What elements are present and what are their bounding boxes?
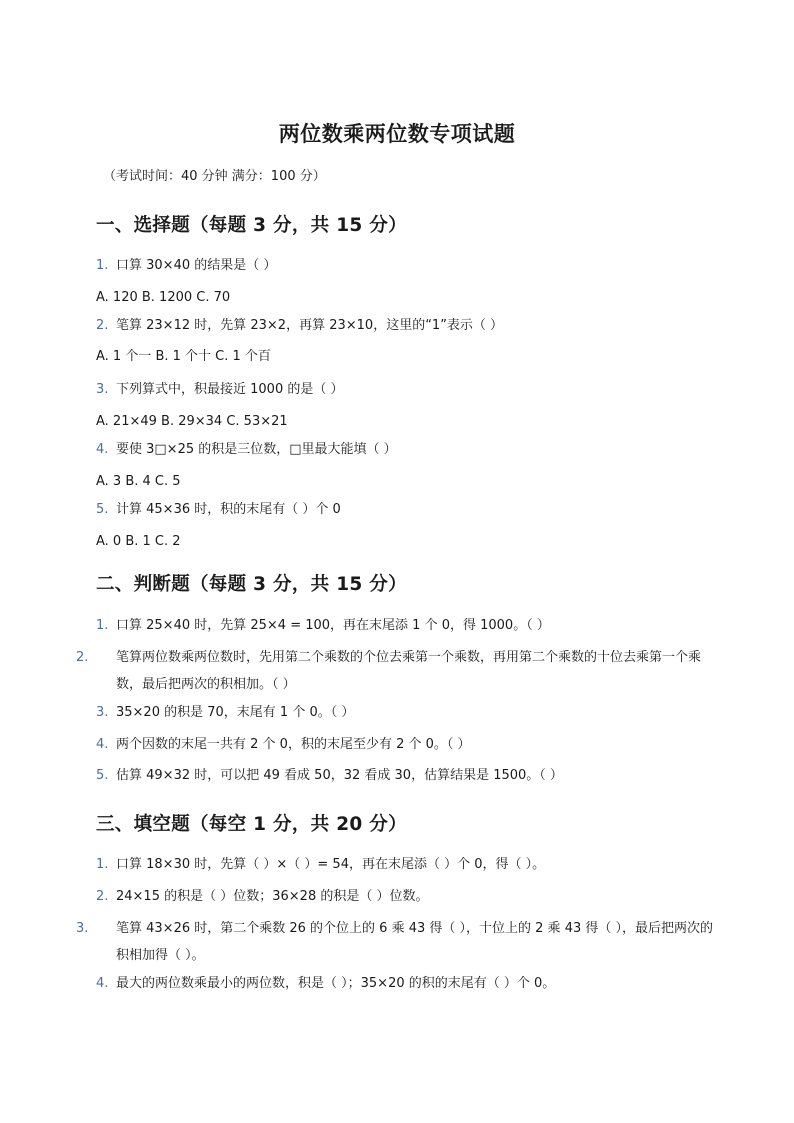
question-number: 4. <box>96 442 109 457</box>
question-options: A. 3 B. 4 C. 5 <box>96 474 181 489</box>
section-heading-fill: 三、填空题（每空 1 分，共 20 分） <box>96 814 407 835</box>
question <box>96 252 706 279</box>
question <box>76 915 716 969</box>
question <box>96 883 706 910</box>
question-number: 2. <box>96 889 109 904</box>
question-number: 3. <box>76 921 89 936</box>
question-text: 计算 45×36 时，积的末尾有（ ）个 0 <box>116 502 341 517</box>
question-text: 口算 30×40 的结果是（ ） <box>116 258 277 273</box>
question-text: 笔算 23×12 时，先算 23×2，再算 23×10，这里的“1”表示（ ） <box>116 318 504 333</box>
section-heading-judgement: 二、判断题（每题 3 分，共 15 分） <box>96 574 407 595</box>
question-text: 两个因数的末尾一共有 2 个 0，积的末尾至少有 2 个 0。（ ） <box>116 737 471 752</box>
question-number: 3. <box>96 705 109 720</box>
section-heading-choice: 一、选择题（每题 3 分，共 15 分） <box>96 215 407 236</box>
question <box>96 970 706 997</box>
question-options: A. 21×49 B. 29×34 C. 53×21 <box>96 414 288 429</box>
question-text: 口算 25×40 时，先算 25×4 = 100，再在末尾添 1 个 0，得 1000。（ ） <box>116 618 550 633</box>
question-number: 1. <box>96 258 109 273</box>
question-options: A. 120 B. 1200 C. 70 <box>96 290 231 305</box>
question-text: 估算 49×32 时，可以把 49 看成 50，32 看成 30，估算结果是 1500。（ ） <box>116 768 563 783</box>
question <box>76 644 716 698</box>
question-text: 下列算式中，积最接近 1000 的是（ ） <box>116 382 344 397</box>
question-text: 笔算两位数乘两位数时，先用第二个乘数的个位去乘第一个乘数，再用第二个乘数的十位去乘第一个乘数，最后把两次的积相加。（ ） <box>116 650 702 692</box>
page-title: 两位数乘两位数专项试题 <box>278 122 516 146</box>
question <box>96 612 706 639</box>
question-number: 3. <box>96 382 109 397</box>
question-text: 口算 18×30 时，先算（ ）×（ ）= 54，再在末尾添（ ）个 0，得（ ）。 <box>116 857 546 872</box>
question-text: 笔算 43×26 时，第二个乘数 26 的个位上的 6 乘 43 得（ ），十位上的 2 乘 43 得（ ），最后把两次的积相加得（ ）。 <box>116 921 713 963</box>
question-text: 最大的两位数乘最小的两位数，积是（ ）；35×20 的积的末尾有（ ）个 0。 <box>116 976 556 991</box>
question-text: 35×20 的积是 70，末尾有 1 个 0。（ ） <box>116 705 355 720</box>
question-options: A. 0 B. 1 C. 2 <box>96 534 181 549</box>
question <box>96 851 706 878</box>
question-number: 4. <box>96 976 109 991</box>
question-text: 要使 3□×25 的积是三位数，□里最大能填（ ） <box>116 442 397 457</box>
question-number: 1. <box>96 618 109 633</box>
question <box>96 699 706 726</box>
question-text: 24×15 的积是（ ）位数；36×28 的积是（ ）位数。 <box>116 889 429 904</box>
question <box>96 376 706 403</box>
question-number: 5. <box>96 768 109 783</box>
question-number: 2. <box>76 650 89 665</box>
question-number: 1. <box>96 857 109 872</box>
question <box>96 312 706 339</box>
question <box>96 762 706 789</box>
question-number: 4. <box>96 737 109 752</box>
question <box>96 496 706 523</box>
exam-info: （考试时间：40 分钟 满分：100 分） <box>103 169 326 184</box>
question-number: 2. <box>96 318 109 333</box>
question-number: 5. <box>96 502 109 517</box>
question <box>96 731 706 758</box>
question <box>96 436 706 463</box>
question-options: A. 1 个一 B. 1 个十 C. 1 个百 <box>96 349 271 364</box>
